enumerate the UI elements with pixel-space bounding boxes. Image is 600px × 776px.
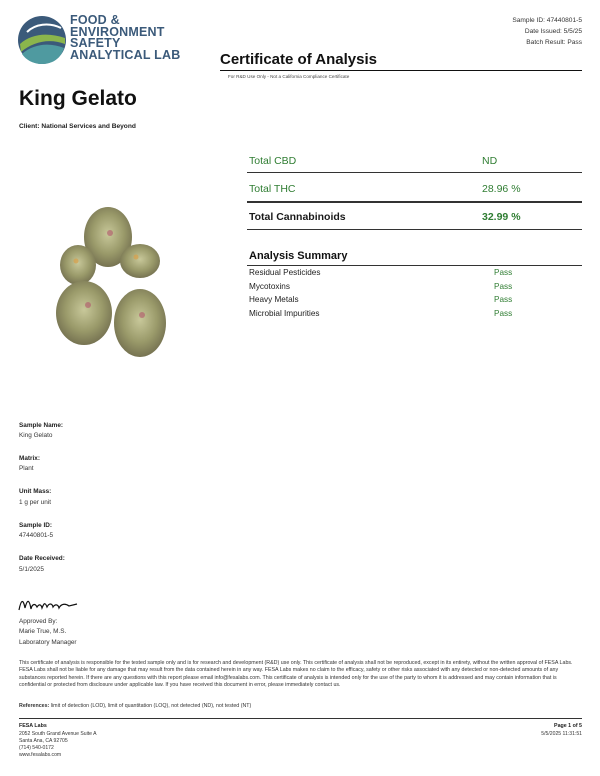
summary-result: Pass bbox=[494, 295, 513, 304]
total-cannabinoids-value: 32.99 % bbox=[482, 211, 521, 223]
footer-website[interactable]: www.fesalabs.com bbox=[19, 752, 62, 758]
product-photo bbox=[50, 195, 200, 365]
date-received-value: 5/1/2025 bbox=[19, 566, 44, 573]
lab-logo-text bbox=[70, 15, 230, 61]
footer-lab-name: FESA Labs bbox=[19, 723, 47, 729]
total-cannabinoids-label: Total Cannabinoids bbox=[249, 211, 346, 223]
approved-by-label: Approved By: bbox=[19, 618, 58, 625]
total-thc-row bbox=[247, 180, 582, 199]
logo-line-4: ANALYTICAL LAB bbox=[70, 47, 181, 62]
references bbox=[19, 703, 251, 709]
logo-line-3: SAFETY bbox=[70, 36, 121, 50]
footer-address-line: 2052 South Grand Avenue Suite A bbox=[19, 731, 97, 737]
references-text: limit of detection (LOD), limit of quantitation (LOQ), not detected (ND), not tested (NT) bbox=[50, 703, 252, 709]
summary-result: Pass bbox=[494, 268, 513, 277]
title-divider bbox=[220, 70, 582, 71]
date-received-label: Date Received: bbox=[19, 555, 65, 562]
batch-result: Batch Result: Pass bbox=[526, 39, 582, 46]
summary-result: Pass bbox=[494, 309, 513, 318]
divider bbox=[247, 172, 582, 173]
footer-address-line: Santa Ana, CA 92705 bbox=[19, 738, 68, 744]
signature bbox=[17, 594, 79, 614]
total-cbd-row bbox=[247, 152, 582, 171]
sample-name-label: Sample Name: bbox=[19, 422, 64, 429]
summary-label: Mycotoxins bbox=[249, 282, 290, 291]
matrix-value: Plant bbox=[19, 465, 34, 472]
summary-row bbox=[249, 268, 582, 281]
footer-timestamp: 5/5/2025 11:31:51 bbox=[541, 731, 582, 737]
analysis-summary-divider bbox=[247, 265, 582, 266]
sample-name-value: King Gelato bbox=[19, 432, 53, 439]
logo-line-2: ENVIRONMENT bbox=[70, 24, 165, 39]
page-number: Page 1 of 5 bbox=[554, 723, 582, 729]
summary-label: Residual Pesticides bbox=[249, 268, 321, 277]
disclaimer: This certificate of analysis is responsible for the tested sample only and is for research and development (R&D) use only. This certificate of analysis shall not be reproduced, except in its entirety, without the written approval of FESA Labs. FESA Labs shall not be liable for any damage that may result from the data contained herein in any way. FESA Labs makes no claim to the efficacy, safety or other risks associated with any detected or non-detected amounts of any substances reported herein. If there are any questions with this report please email info@fesalabs.com. This certificate of analysis is intended only for the use of the party to whom it is addressed and may contain information that is confidential or protected from disclosure under applicable law. If you have received this document in error, please immediately contact us. bbox=[19, 660, 573, 688]
approver-name: Marie True, M.S. bbox=[19, 628, 67, 635]
references-label: References: bbox=[19, 703, 50, 709]
sample-id-header: Sample ID: 47440801-5 bbox=[512, 17, 582, 24]
unit-mass-label: Unit Mass: bbox=[19, 488, 52, 495]
summary-label: Heavy Metals bbox=[249, 295, 299, 304]
total-cbd-label: Total CBD bbox=[249, 155, 297, 167]
divider bbox=[247, 201, 582, 203]
date-issued: Date Issued: 5/5/25 bbox=[524, 28, 582, 35]
summary-row bbox=[249, 295, 582, 308]
lab-logo-icon bbox=[17, 14, 67, 66]
total-cannabinoids-row bbox=[247, 208, 582, 227]
document-title: Certificate of Analysis bbox=[220, 51, 377, 68]
summary-row bbox=[249, 282, 582, 295]
product-name: King Gelato bbox=[19, 87, 137, 110]
sample-id-label: Sample ID: bbox=[19, 522, 53, 529]
footer-phone: (714) 540-0172 bbox=[19, 745, 54, 751]
header-meta bbox=[512, 15, 582, 48]
total-cbd-value: ND bbox=[482, 155, 498, 167]
total-thc-value: 28.96 % bbox=[482, 183, 521, 195]
summary-result: Pass bbox=[494, 282, 513, 291]
footer-divider bbox=[19, 718, 582, 719]
document-subtitle: For R&D Use Only - Not a California Compliance Certificate bbox=[228, 74, 350, 79]
matrix-label: Matrix: bbox=[19, 455, 40, 462]
flower-bud bbox=[56, 207, 166, 357]
logo-line-1: FOOD & bbox=[70, 13, 120, 27]
sample-id-value: 47440801-5 bbox=[19, 532, 54, 539]
unit-mass-value: 1 g per unit bbox=[19, 499, 51, 506]
divider bbox=[247, 229, 582, 230]
total-thc-label: Total THC bbox=[249, 183, 296, 195]
approver-role: Laboratory Manager bbox=[19, 639, 77, 646]
summary-row bbox=[249, 309, 582, 322]
lab-logo bbox=[17, 14, 227, 70]
summary-label: Microbial Impurities bbox=[249, 309, 320, 318]
analysis-summary-title: Analysis Summary bbox=[249, 250, 348, 262]
client-name: Client: National Services and Beyond bbox=[19, 123, 136, 130]
